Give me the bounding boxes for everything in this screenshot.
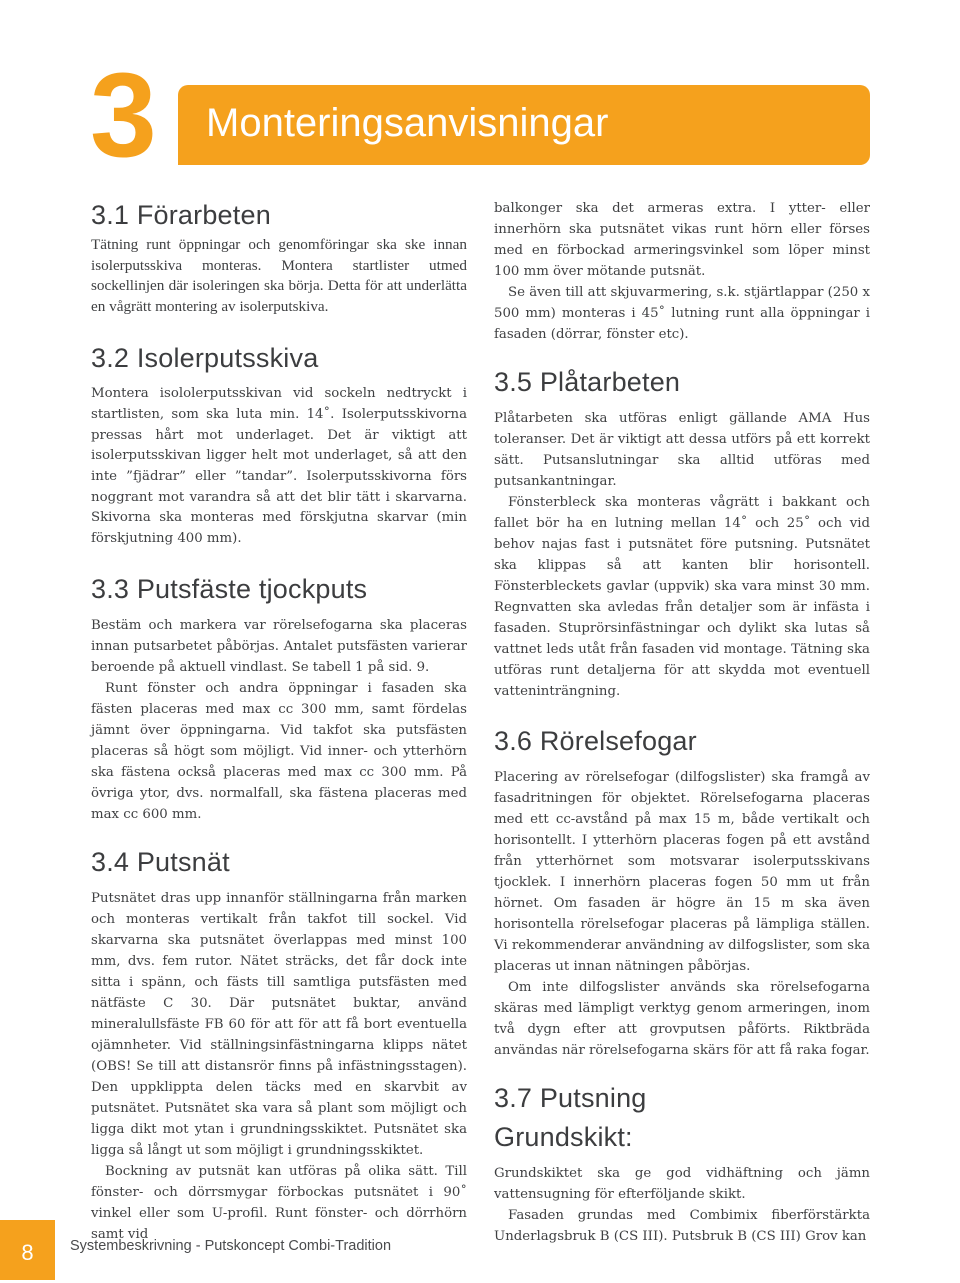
footer-text: Systembeskrivning - Putskoncept Combi-Tradition (70, 1238, 392, 1254)
section-heading-3-7: 3.7 Putsning (494, 1083, 647, 1114)
paragraph: Se även till att skjuvarmering, s.k. stjärtlappar (250 x 500 mm) monteras i 45˚ lutning runt alla öppningar i fasaden (dörrar, fönster etc). (494, 285, 870, 342)
subsection-heading: Grundskikt: (494, 1122, 633, 1153)
page-number: 8 (21, 1240, 34, 1265)
left-column (91, 200, 467, 1245)
paragraph: Putsnätet dras upp innanför ställningarna från marken och monteras vertikalt från takfot till sockel. Vid skarvarna ska putsnätet överlappas med minst 100 mm, dvs. fem rutor. Nätet sträcks, det får dock inte sitta i spänn, och fästs till samtliga putsfästen med nätfäste C 30. Där putsnätet buktar, använd mineralullsfäste FB 60 för att för att få bort eventuella ojämnheter. Vid ställningsinfästningarna klipps nätet (OBS! Se till att distansrör finns på infästningsstagen). Den uppklippta delen täcks med en skarvbit av putsnätet. Putsnätet ska vara så plant som möjligt och ligga dikt mot ytan i grundningsskiktet. Putsnätet ska ligga så långt ut som möjligt i grundningsskiktet. (91, 890, 467, 1158)
paragraph: Fönsterbleck ska monteras vågrätt i bakkant och fallet bör ha en lutning mellan 14˚ och 25˚ och vid behov najas fast i putsnätet före putsning. Putsnätet ska klippas så att kanten blir horisontell. Fönsterbleckets gavlar (uppvik) ska vara minst 30 mm. Regnvatten ska avledas från detaljer som är infästa i fasaden. Stuprörsinfästningar och dylikt ska lutas så vattnet leds utåt från fasaden vid montage. Tätning ska utföras runt detaljerna för att skydda mot eventuell vatteninträngning. (494, 495, 870, 700)
paragraph: Plåtarbeten ska utföras enligt gällande AMA Hus toleranser. Det är viktigt att dessa utförs på ett korrekt sätt. Putsanslutningar ska alltid utföras med putsankantningar. (494, 411, 870, 490)
paragraph: Bockning av putsnät kan utföras på olika sätt. Till fönster- och dörrsmygar förbockas putsnätet i 90˚ vinkel eller som U-profil. Runt fönster- och dörrhörn samt vid (91, 1163, 467, 1242)
paragraph: Grundskiktet ska ge god vidhäftning och jämn vattensugning för efterföljande skikt. (494, 1166, 870, 1203)
paragraph: Fasaden grundas med Combimix fiberförstärkta Underlagsbruk B (CS III). Putsbruk B (CS III) Grov kan (494, 1208, 870, 1245)
section-heading-3-2: 3.2 Isolerputsskiva (91, 343, 319, 374)
paragraph: Placering av rörelsefogar (dilfogslister) ska framgå av fasadritningen för objektet. Rörelsefogarna placeras med ett cc-avstånd på max 15 m, både vertikalt och horisontellt. I ytterhörn placeras fogen på ett avstånd från ytterhörnet som motsvarar isolerputsskivans tjocklek. I innerhörn placeras fogen 50 mm ut från hörnet. Om fasaden är högre än 15 m ska även horisontella rörelsefogar placeras på lämpliga ställen. Vi rekommenderar användning av dilfogslister, som ska placeras ut innan nätningen påbörjas. (494, 770, 870, 975)
section-heading-3-4: 3.4 Putsnät (91, 846, 230, 877)
section-heading-3-6: 3.6 Rörelsefogar (494, 726, 697, 757)
chapter-title: Monteringsanvisningar (206, 101, 609, 145)
paragraph: Om inte dilfogslister används ska rörelsefogarna skäras med lämpligt verktyg genom armeringen, inom två dygn efter att grovputsen påförts. Riktbräda användas när rörelsefogarna skärs för att få raka fogar. (494, 980, 870, 1059)
paragraph: Tätning runt öppningar och genomföringar ska ske innan isolerputsskiva monteras. Montera startlister utmed sockellinjen där isoleringen ska börja. Detta för att underlätta en vågrätt montering av isolerputskiva. (91, 236, 467, 315)
paragraph: balkonger ska det armeras extra. I ytter- eller innerhörn ska putsnätet vikas runt hörn eller förses med en förbockad armeringsvinkel som löper minst 100 mm över mötande putsnät. (494, 201, 870, 279)
paragraph: Runt fönster och andra öppningar i fasaden ska fästen placeras med max cc 300 mm, samt fördelas jämnt över öppningarna. Vid takfot ska putsfästen placeras så högt som möjligt. Vid inner- och ytterhörn ska fästena också placeras med max cc 300 mm. På övriga ytor, dvs. normalfall, ska fästena placeras med max cc 600 mm. (91, 680, 467, 822)
section-heading-3-5: 3.5 Plåtarbeten (494, 367, 681, 397)
chapter-number: 3 (90, 48, 153, 182)
paragraph: Bestäm och markera var rörelsefogarna ska placeras innan putsarbetet påbörjas. Antalet putsfästen varierar beroende på aktuell vindlast. Se tabell 1 på sid. 9. (91, 617, 467, 675)
section-heading-3-1: 3.1 Förarbeten (91, 200, 271, 230)
paragraph: Montera isololerputsskivan vid sockeln nedtryckt i startlisten, som ska luta min. 14˚. Isolerputsskivorna pressas hårt mot underlaget. Det är viktigt att isolerputsskivan ligger helt mot underlaget, så att den inte ”fjädrar” eller ”tandar”. Isolerputsskivorna förs noggrant mot varandra så att det blir tätt i skarvarna. Skivorna ska monteras med förskjutna skarvar (min förskjutning 400 mm). (91, 386, 467, 547)
section-heading-3-3: 3.3 Putsfäste tjockputs (91, 573, 368, 604)
right-column (494, 198, 870, 1247)
